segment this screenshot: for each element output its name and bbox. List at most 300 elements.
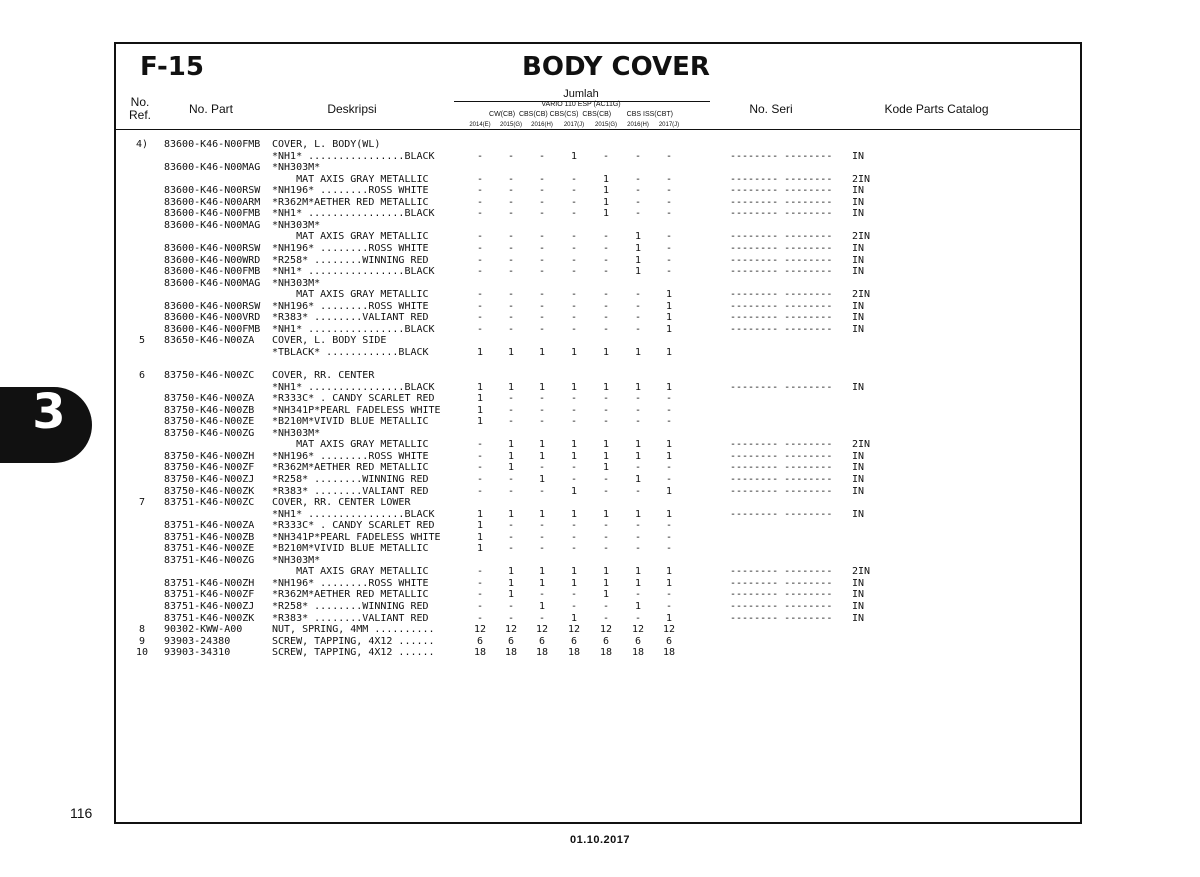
quantity-cell: 6: [634, 635, 642, 647]
ref-cell: 8: [138, 624, 146, 636]
quantity-cell: -: [507, 473, 515, 485]
quantity-cell: 12: [473, 624, 487, 636]
quantity-cell: 1: [665, 577, 673, 589]
quantity-cell: -: [570, 404, 578, 416]
page-code: F-15: [140, 52, 204, 82]
part-number-cell: 83600-K46-N00MAG: [164, 277, 261, 289]
quantity-cell: 1: [634, 346, 642, 358]
quantity-cell: 1: [476, 381, 484, 393]
quantity-cell: -: [634, 323, 642, 335]
description-cell: *R383* ........VALIANT RED: [272, 485, 429, 497]
serial-cell: -------- --------: [730, 450, 833, 462]
catalog-code-cell: IN: [852, 208, 865, 220]
quantity-cell: 1: [665, 300, 673, 312]
quantity-cell: 1: [634, 439, 642, 451]
quantity-cell: -: [538, 612, 546, 624]
serial-cell: -------- --------: [730, 439, 833, 451]
quantity-cell: -: [538, 196, 546, 208]
serial-cell: -------- --------: [730, 289, 833, 301]
description-cell: *NH341P*PEARL FADELESS WHITE: [272, 404, 441, 416]
table-row: [116, 266, 1076, 278]
catalog-code-cell: 2IN: [852, 566, 871, 578]
quantity-cell: -: [507, 254, 515, 266]
serial-cell: -------- --------: [730, 173, 833, 185]
description-cell: *TBLACK* ............BLACK: [272, 346, 429, 358]
quantity-cell: -: [538, 416, 546, 428]
part-number-cell: 83751-K46-N00ZF: [164, 589, 255, 601]
quantity-cell: 1: [538, 381, 546, 393]
quantity-cell: -: [538, 312, 546, 324]
quantity-cell: -: [602, 531, 610, 543]
quantity-cell: -: [507, 543, 515, 555]
quantity-cell: -: [570, 416, 578, 428]
quantity-cell: -: [476, 150, 484, 162]
part-number-cell: 93903-24380: [164, 635, 231, 647]
quantity-cell: 1: [602, 381, 610, 393]
jumlah-types: CW(CB) CBS(CB) CBS(CS) CBS(CB) CBS ISS(CBT): [489, 111, 673, 118]
quantity-cell: 1: [634, 231, 642, 243]
part-number-cell: 83600-K46-N00VRD: [164, 312, 261, 324]
description-cell: *R258* ........WINNING RED: [272, 254, 429, 266]
quantity-cell: -: [476, 242, 484, 254]
quantity-cell: -: [602, 485, 610, 497]
quantity-cell: -: [476, 173, 484, 185]
description-cell: MAT AXIS GRAY METALLIC: [272, 566, 429, 578]
description-cell: *NH1* ................BLACK: [272, 323, 435, 335]
quantity-cell: 1: [634, 566, 642, 578]
table-row: [116, 589, 1076, 601]
serial-cell: -------- --------: [730, 185, 833, 197]
quantity-cell: 1: [665, 312, 673, 324]
description-cell: *R383* ........VALIANT RED: [272, 612, 429, 624]
part-number-cell: 83600-K46-N00WRD: [164, 254, 261, 266]
ref-cell: 6: [138, 370, 146, 381]
part-number-cell: 83751-K46-N00ZC: [164, 497, 255, 509]
quantity-cell: 1: [634, 473, 642, 485]
quantity-cell: -: [602, 289, 610, 301]
part-number-cell: 83751-K46-N00ZB: [164, 531, 255, 543]
serial-cell: -------- --------: [730, 473, 833, 485]
catalog-code-cell: IN: [852, 254, 865, 266]
serial-cell: -------- --------: [730, 508, 833, 520]
quantity-cell: -: [476, 601, 484, 612]
quantity-cell: 1: [602, 346, 610, 358]
quantity-cell: 6: [507, 635, 515, 647]
quantity-cell: 1: [507, 589, 515, 601]
table-row: [116, 428, 1076, 440]
quantity-cell: -: [538, 404, 546, 416]
quantity-cell: 18: [473, 647, 487, 659]
table-row: [116, 151, 1076, 163]
col-header-seri: No. Seri: [749, 102, 793, 116]
quantity-cell: -: [570, 266, 578, 278]
quantity-cell: 1: [634, 266, 642, 278]
part-number-cell: 83600-K46-N00FMB: [164, 266, 261, 278]
catalog-code-cell: IN: [852, 589, 865, 601]
quantity-cell: 1: [570, 508, 578, 520]
table-row: [116, 532, 1076, 544]
quantity-cell: -: [476, 185, 484, 197]
variant-col-5: 2016(H): [627, 122, 649, 128]
description-cell: *NH303M*: [272, 277, 321, 289]
quantity-cell: 12: [535, 624, 549, 636]
quantity-cell: 1: [602, 185, 610, 197]
section-tab-number: 3: [32, 384, 66, 440]
serial-cell: -------- --------: [730, 612, 833, 624]
quantity-cell: -: [665, 393, 673, 405]
quantity-cell: -: [634, 173, 642, 185]
description-cell: MAT AXIS GRAY METALLIC: [272, 231, 429, 243]
quantity-cell: -: [538, 520, 546, 532]
quantity-cell: -: [476, 289, 484, 301]
description-cell: MAT AXIS GRAY METALLIC: [272, 173, 429, 185]
serial-cell: -------- --------: [730, 323, 833, 335]
quantity-cell: 1: [570, 439, 578, 451]
col-header-part: No. Part: [188, 102, 233, 116]
part-number-cell: 83750-K46-N00ZJ: [164, 473, 255, 485]
quantity-cell: -: [570, 520, 578, 532]
quantity-cell: -: [507, 323, 515, 335]
table-row: [116, 335, 1076, 347]
quantity-cell: 1: [507, 381, 515, 393]
quantity-cell: -: [476, 208, 484, 220]
quantity-cell: -: [570, 393, 578, 405]
quantity-cell: 1: [602, 196, 610, 208]
header-divider: [116, 129, 1080, 130]
quantity-cell: 1: [538, 473, 546, 485]
description-cell: *R333C* . CANDY SCARLET RED: [272, 393, 435, 405]
table-row: [116, 624, 1076, 636]
quantity-cell: -: [634, 416, 642, 428]
quantity-cell: 1: [602, 439, 610, 451]
quantity-cell: -: [476, 231, 484, 243]
part-number-cell: 83750-K46-N00ZA: [164, 393, 255, 405]
part-number-cell: 83751-K46-N00ZK: [164, 612, 255, 624]
serial-cell: -------- --------: [730, 242, 833, 254]
description-cell: *R258* ........WINNING RED: [272, 473, 429, 485]
description-cell: *NH1* ................BLACK: [272, 508, 435, 520]
quantity-cell: -: [634, 462, 642, 474]
quantity-cell: 6: [602, 635, 610, 647]
quantity-cell: -: [538, 254, 546, 266]
catalog-code-cell: 2IN: [852, 439, 871, 451]
quantity-cell: -: [538, 589, 546, 601]
part-number-cell: 90302-KWW-A00: [164, 624, 243, 636]
quantity-cell: -: [476, 566, 484, 578]
quantity-cell: -: [602, 393, 610, 405]
description-cell: *R362M*AETHER RED METALLIC: [272, 462, 429, 474]
serial-cell: -------- --------: [730, 150, 833, 162]
table-row: [116, 405, 1076, 417]
quantity-cell: -: [665, 543, 673, 555]
quantity-cell: -: [476, 589, 484, 601]
quantity-cell: -: [570, 173, 578, 185]
quantity-cell: -: [507, 485, 515, 497]
quantity-cell: -: [570, 531, 578, 543]
table-row: [116, 208, 1076, 220]
part-number-cell: 83751-K46-N00ZJ: [164, 601, 255, 612]
ref-cell: 4): [135, 139, 149, 150]
table-row: [116, 416, 1076, 428]
quantity-cell: 1: [476, 508, 484, 520]
quantity-cell: -: [476, 485, 484, 497]
quantity-cell: 1: [570, 612, 578, 624]
serial-cell: -------- --------: [730, 312, 833, 324]
quantity-cell: 1: [602, 173, 610, 185]
quantity-cell: -: [570, 473, 578, 485]
catalog-code-cell: IN: [852, 381, 865, 393]
catalog-code-cell: 2IN: [852, 289, 871, 301]
table-row: [116, 139, 1076, 151]
table-row: [116, 220, 1076, 232]
quantity-cell: 12: [599, 624, 613, 636]
quantity-cell: -: [476, 312, 484, 324]
table-row: [116, 278, 1076, 290]
quantity-cell: -: [570, 289, 578, 301]
quantity-cell: -: [634, 289, 642, 301]
ref-cell: 9: [138, 635, 146, 647]
quantity-cell: -: [665, 462, 673, 474]
part-number-cell: 83600-K46-N00RSW: [164, 242, 261, 254]
description-cell: *R362M*AETHER RED METALLIC: [272, 196, 429, 208]
quantity-cell: -: [665, 208, 673, 220]
quantity-cell: -: [507, 601, 515, 612]
quantity-cell: -: [538, 173, 546, 185]
quantity-cell: -: [507, 612, 515, 624]
col-header-kode: Kode Parts Catalog: [884, 102, 989, 116]
quantity-cell: -: [507, 242, 515, 254]
table-row: [116, 301, 1076, 313]
quantity-cell: -: [665, 196, 673, 208]
description-cell: *B210M*VIVID BLUE METALLIC: [272, 543, 429, 555]
serial-cell: -------- --------: [730, 196, 833, 208]
table-row: [116, 174, 1076, 186]
quantity-cell: -: [476, 462, 484, 474]
description-cell: *NH196* ........ROSS WHITE: [272, 577, 429, 589]
part-number-cell: 83750-K46-N00ZK: [164, 485, 255, 497]
quantity-cell: -: [634, 393, 642, 405]
quantity-cell: 1: [507, 577, 515, 589]
quantity-cell: 18: [599, 647, 613, 659]
variant-col-6: 2017(J): [658, 122, 680, 128]
quantity-cell: -: [665, 416, 673, 428]
col-header-desc: Deskripsi: [327, 102, 377, 116]
quantity-cell: -: [570, 543, 578, 555]
catalog-code-cell: IN: [852, 450, 865, 462]
quantity-cell: 1: [570, 566, 578, 578]
part-number-cell: 83650-K46-N00ZA: [164, 335, 255, 347]
quantity-cell: -: [634, 589, 642, 601]
quantity-cell: 12: [504, 624, 518, 636]
quantity-cell: -: [538, 300, 546, 312]
quantity-cell: 6: [476, 635, 484, 647]
table-row: [116, 347, 1076, 359]
quantity-cell: 1: [538, 450, 546, 462]
quantity-cell: 1: [538, 601, 546, 612]
quantity-cell: -: [602, 254, 610, 266]
part-number-cell: 93903-34310: [164, 647, 231, 659]
quantity-cell: -: [570, 589, 578, 601]
quantity-cell: 1: [602, 508, 610, 520]
table-row: [116, 520, 1076, 532]
quantity-cell: -: [570, 312, 578, 324]
quantity-cell: -: [507, 150, 515, 162]
quantity-cell: 1: [507, 462, 515, 474]
quantity-cell: 18: [662, 647, 676, 659]
quantity-cell: -: [602, 601, 610, 612]
description-cell: *NH1* ................BLACK: [272, 381, 435, 393]
quantity-cell: 1: [665, 612, 673, 624]
description-cell: *NH303M*: [272, 554, 321, 566]
quantity-cell: -: [602, 150, 610, 162]
table-row: [116, 636, 1076, 648]
quantity-cell: -: [634, 543, 642, 555]
quantity-cell: -: [476, 196, 484, 208]
quantity-cell: -: [602, 242, 610, 254]
quantity-cell: 12: [662, 624, 676, 636]
table-row: [116, 289, 1076, 301]
quantity-cell: -: [602, 231, 610, 243]
catalog-code-cell: IN: [852, 312, 865, 324]
table-row: [116, 543, 1076, 555]
description-cell: *NH1* ................BLACK: [272, 266, 435, 278]
quantity-cell: -: [538, 266, 546, 278]
quantity-cell: 18: [504, 647, 518, 659]
quantity-cell: -: [507, 520, 515, 532]
description-cell: *R383* ........VALIANT RED: [272, 312, 429, 324]
description-cell: SCREW, TAPPING, 4X12 ......: [272, 635, 435, 647]
catalog-code-cell: 2IN: [852, 231, 871, 243]
quantity-cell: 1: [665, 346, 673, 358]
serial-cell: -------- --------: [730, 254, 833, 266]
part-number-cell: 83751-K46-N00ZA: [164, 520, 255, 532]
quantity-cell: -: [634, 404, 642, 416]
quantity-cell: 1: [602, 566, 610, 578]
catalog-code-cell: IN: [852, 196, 865, 208]
description-cell: COVER, RR. CENTER: [272, 370, 375, 381]
quantity-cell: -: [602, 300, 610, 312]
part-number-cell: 83600-K46-N00MAG: [164, 162, 261, 174]
quantity-cell: -: [538, 485, 546, 497]
table-row: [116, 497, 1076, 509]
quantity-cell: 18: [567, 647, 581, 659]
quantity-cell: -: [634, 300, 642, 312]
part-number-cell: 83750-K46-N00ZF: [164, 462, 255, 474]
table-row: [116, 255, 1076, 267]
serial-cell: -------- --------: [730, 300, 833, 312]
quantity-cell: -: [602, 312, 610, 324]
catalog-code-cell: IN: [852, 485, 865, 497]
quantity-cell: -: [570, 208, 578, 220]
quantity-cell: -: [634, 185, 642, 197]
table-row: [116, 324, 1076, 336]
quantity-cell: -: [665, 520, 673, 532]
table-row: [116, 509, 1076, 521]
quantity-cell: -: [665, 231, 673, 243]
table-row: [116, 555, 1076, 567]
description-cell: *NH196* ........ROSS WHITE: [272, 185, 429, 197]
serial-cell: -------- --------: [730, 601, 833, 612]
table-row: [116, 231, 1076, 243]
quantity-cell: -: [570, 185, 578, 197]
ref-cell: 5: [138, 335, 146, 347]
quantity-cell: 1: [634, 577, 642, 589]
quantity-cell: -: [476, 266, 484, 278]
serial-cell: -------- --------: [730, 462, 833, 474]
quantity-cell: 6: [665, 635, 673, 647]
table-row: [116, 439, 1076, 451]
quantity-cell: -: [538, 208, 546, 220]
quantity-cell: -: [507, 231, 515, 243]
table-row: [116, 243, 1076, 255]
catalog-code-cell: IN: [852, 266, 865, 278]
quantity-cell: 18: [535, 647, 549, 659]
description-cell: *NH196* ........ROSS WHITE: [272, 450, 429, 462]
part-number-cell: 83750-K46-N00ZE: [164, 416, 255, 428]
catalog-code-cell: IN: [852, 185, 865, 197]
col-header-jumlah: Jumlah: [563, 88, 599, 100]
quantity-cell: -: [507, 173, 515, 185]
quantity-cell: -: [507, 266, 515, 278]
description-cell: MAT AXIS GRAY METALLIC: [272, 289, 429, 301]
quantity-cell: 1: [634, 450, 642, 462]
quantity-cell: 1: [476, 520, 484, 532]
quantity-cell: -: [507, 196, 515, 208]
quantity-cell: 1: [538, 508, 546, 520]
catalog-code-cell: IN: [852, 300, 865, 312]
quantity-cell: 1: [507, 450, 515, 462]
quantity-cell: 1: [476, 404, 484, 416]
quantity-cell: 1: [570, 485, 578, 497]
quantity-cell: 1: [538, 566, 546, 578]
page-number: 116: [70, 805, 93, 821]
quantity-cell: -: [538, 462, 546, 474]
quantity-cell: -: [476, 439, 484, 451]
quantity-cell: -: [665, 185, 673, 197]
table-row: [116, 647, 1076, 659]
quantity-cell: -: [476, 254, 484, 266]
description-cell: *NH303M*: [272, 219, 321, 231]
table-row: [116, 358, 1076, 370]
part-number-cell: 83600-K46-N00FMB: [164, 323, 261, 335]
catalog-code-cell: IN: [852, 323, 865, 335]
quantity-cell: 1: [665, 450, 673, 462]
quantity-cell: -: [602, 473, 610, 485]
description-cell: COVER, L. BODY SIDE: [272, 335, 387, 347]
col-header-ref: No. Ref.: [128, 95, 151, 122]
quantity-cell: -: [634, 531, 642, 543]
quantity-cell: 18: [631, 647, 645, 659]
part-number-cell: 83600-K46-N00FMB: [164, 208, 261, 220]
quantity-cell: -: [602, 520, 610, 532]
quantity-cell: -: [602, 416, 610, 428]
part-number-cell: 83600-K46-N00RSW: [164, 185, 261, 197]
quantity-cell: -: [665, 173, 673, 185]
quantity-cell: 1: [602, 450, 610, 462]
serial-cell: -------- --------: [730, 381, 833, 393]
quantity-cell: -: [507, 531, 515, 543]
quantity-cell: 1: [634, 381, 642, 393]
quantity-cell: -: [634, 312, 642, 324]
quantity-cell: -: [507, 312, 515, 324]
table-row: [116, 462, 1076, 474]
quantity-cell: 1: [570, 381, 578, 393]
table-row: [116, 601, 1076, 613]
description-cell: SCREW, TAPPING, 4X12 ......: [272, 647, 435, 659]
quantity-cell: -: [538, 150, 546, 162]
table-row: [116, 197, 1076, 209]
quantity-cell: -: [570, 300, 578, 312]
